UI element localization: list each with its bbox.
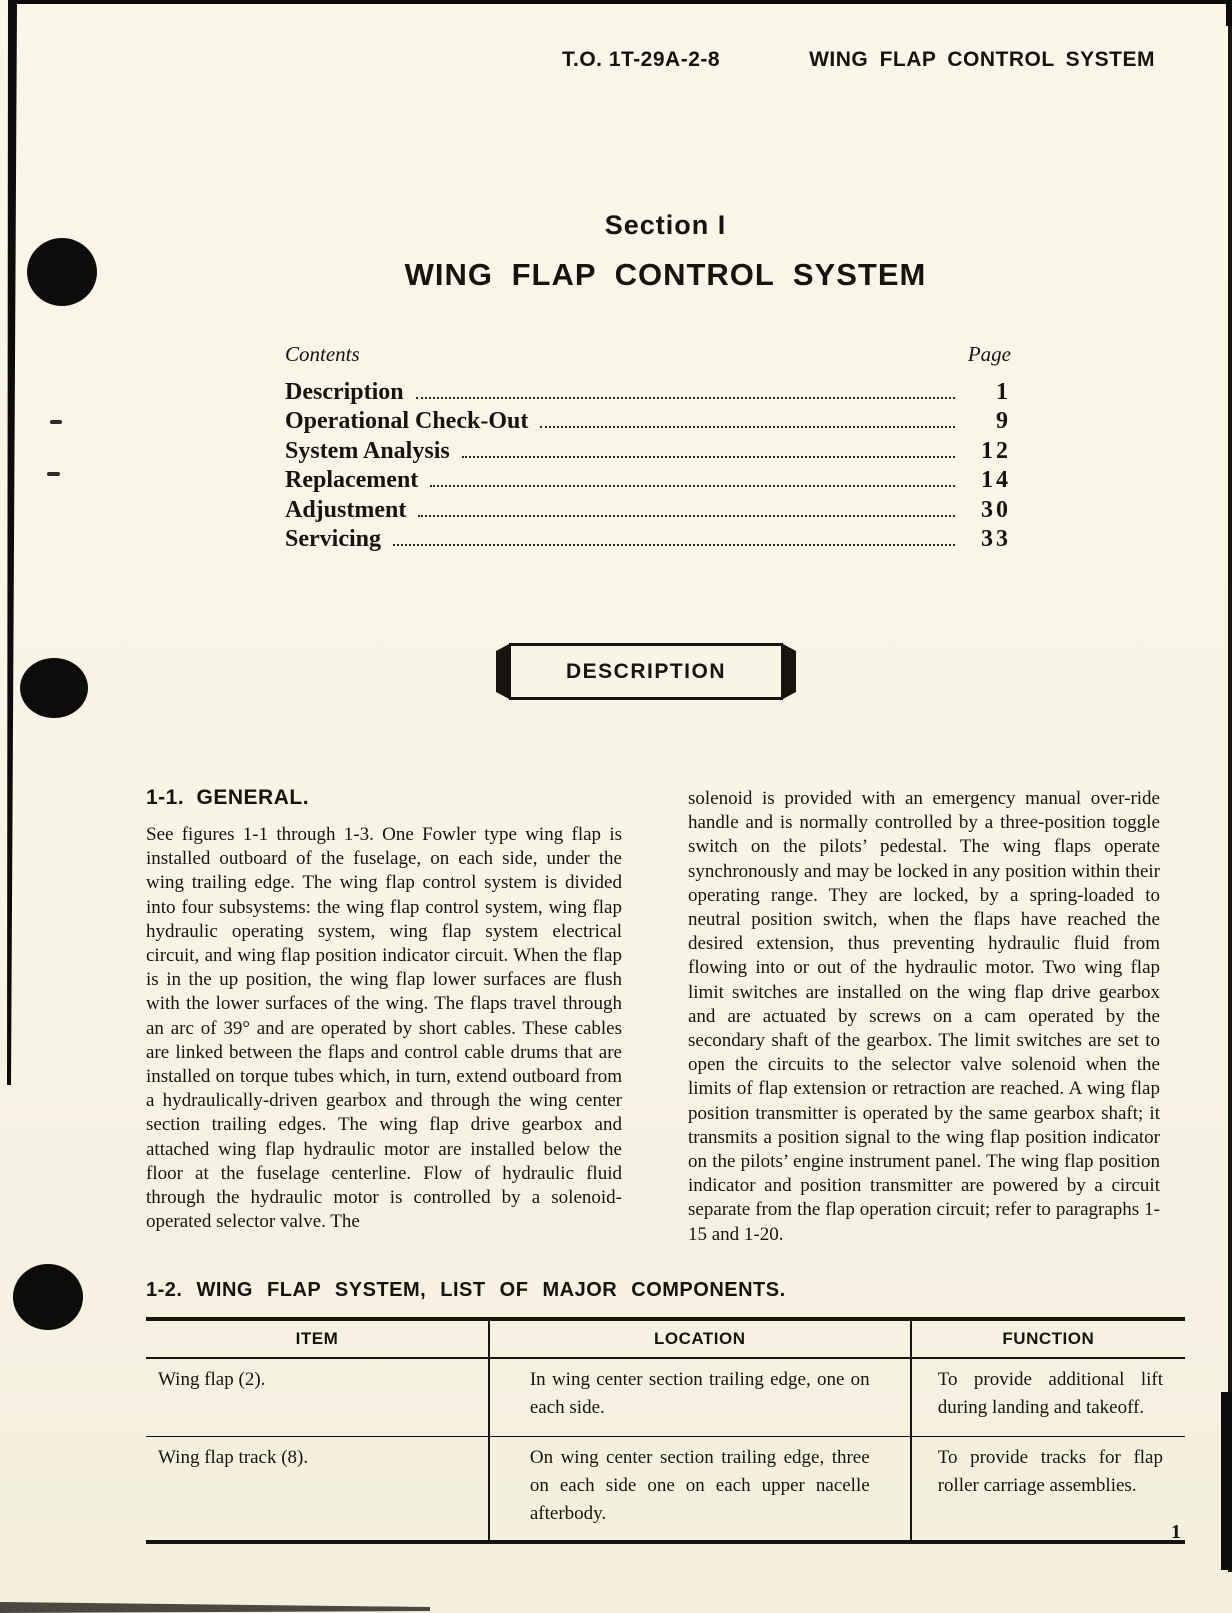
toc-entry-label: Replacement (285, 467, 419, 494)
toc-entry-page: 14 (981, 467, 1011, 494)
toc-entry-label: Servicing (285, 525, 381, 552)
dotted-leader (393, 544, 955, 546)
cell-location: In wing center section trailing edge, one on each side. (489, 1358, 911, 1437)
description-banner-label: DESCRIPTION (509, 643, 783, 700)
contents-heading: Contents (285, 342, 360, 366)
toc-entry-label: System Analysis (285, 437, 450, 464)
dotted-leader (430, 485, 955, 487)
paragraph-1-1-text-right: solenoid is provided with an emergency manual over-ride handle and is normally controlled by a three-position toggle switch on the pilots’ pedestal. The wing flaps operate synchronously and may be locked in any position within their operating range. They are locked, by a spring-loaded to neutral position switch, when the flaps have reached the desired extension, thus preventing hydraulic fluid from flowing into or out of the hydraulic motor. Two wing flap limit switches are installed on the wing flap drive gearbox and are actuated by screws on a cam operated by the secondary shaft of the gearbox. The limit switches are set to open the circuits to the selector valve solenoid when the limits of flap extension or retraction are reached. A wing flap position transmitter is operated by the same gearbox shaft; it transmits a position signal to the wing flap position indicator on the pilots’ engine instrument panel. The wing flap position indicator and position transmitter are powered by a circuit separate from the flap operation circuit; refer to paragraphs 1-15 and 1-20. (688, 788, 1160, 1245)
toc-entry-page: 1 (996, 379, 1011, 405)
toc-entry (285, 467, 1011, 496)
toc-entry (285, 379, 1011, 408)
scan-edge-right-bar (1221, 1392, 1232, 1570)
paragraph-1-2-heading: 1-2. WING FLAP SYSTEM, LIST OF MAJOR COMPONENTS. (146, 1279, 786, 1301)
toc-entry (285, 526, 1011, 555)
running-header-title: WING FLAP CONTROL SYSTEM (809, 48, 1155, 71)
scan-edge-left-bar (7, 0, 17, 1085)
toc-entry-label: Operational Check-Out (285, 408, 529, 435)
body-column-right (688, 787, 1160, 1247)
toc-entry-page: 9 (996, 408, 1011, 435)
dotted-leader (418, 515, 955, 517)
scan-edge-top (8, 0, 1232, 4)
cell-function: To provide tracks for flap roller carriage assemblies. (911, 1437, 1185, 1543)
toc-entry (285, 497, 1011, 526)
binder-hole-dot-2 (20, 658, 88, 718)
banner-end-bar-right (781, 643, 796, 700)
cell-function: To provide additional lift during landing and takeoff. (911, 1358, 1185, 1437)
binder-hole-dot-1 (27, 238, 97, 306)
page-number: 1 (1171, 1521, 1181, 1543)
dotted-leader (462, 456, 955, 458)
toc-entry-page: 33 (981, 525, 1011, 552)
dotted-leader (540, 426, 955, 428)
scan-edge-bottom-line (0, 1602, 430, 1613)
column-header-location: LOCATION (489, 1319, 911, 1358)
binder-hole-dot-3 (13, 1264, 83, 1330)
toc-entry-label: Adjustment (285, 496, 407, 523)
section-label: Section I (604, 210, 727, 240)
description-banner (496, 643, 796, 700)
paragraph-1-1-text-left: See figures 1-1 through 1-3. One Fowler type wing flap is installed outboard of the fuselage, on each side, under the wing trailing edge. The wing flap control system is divided into four subsystems: the wing flap control system, wing flap hydraulic operating system, wing flap system electrical circuit, and wing flap position indicator circuit. When the flap is in the up position, the wing flap lower surfaces are flush with the lower surfaces of the wing. The flaps travel through an arc of 39° and are operated by short cables. These cables are linked between the flaps and control cable drums that are installed on torque tubes which, in turn, extend outboard from a hydraulically-driven gearbox and through the wing center section trailing edges. The wing flap drive gearbox and attached wing flap hydraulic motor are installed below the floor at the fuselage centerline. Flow of hydraulic fluid through the hydraulic motor is controlled by a solenoid-operated selector valve. The (146, 824, 622, 1233)
column-header-function: FUNCTION (911, 1319, 1185, 1358)
cell-item: Wing flap track (8). (146, 1437, 489, 1543)
column-header-item: ITEM (146, 1319, 489, 1358)
toc-entry (285, 438, 1011, 467)
table-header-row (146, 1319, 1185, 1358)
toc-entry (285, 408, 1011, 437)
scan-edge-right-line (1228, 0, 1232, 1572)
toc-entry-page: 12 (981, 437, 1011, 464)
margin-dash-mark-1 (50, 420, 62, 424)
table-of-contents (285, 342, 1011, 555)
cell-location: On wing center section trailing edge, three on each side one on each upper nacelle afterbody. (489, 1437, 911, 1543)
margin-dash-mark-2 (47, 472, 60, 476)
contents-page-label: Page (967, 342, 1011, 366)
cell-item: Wing flap (2). (158, 1369, 266, 1390)
scan-corner-top-right (1226, 0, 1232, 26)
table-row (146, 1437, 1185, 1543)
section-title: WING FLAP CONTROL SYSTEM (404, 257, 927, 292)
major-components-table (146, 1317, 1185, 1544)
paragraph-1-1-heading: 1-1. GENERAL. (146, 786, 310, 809)
toc-entry-label: Description (285, 379, 404, 405)
technical-order-number: T.O. 1T-29A-2-8 (562, 48, 721, 71)
body-column-left (146, 786, 622, 1234)
toc-entry-page: 30 (981, 496, 1011, 523)
table-row (146, 1358, 1185, 1437)
dotted-leader (416, 397, 955, 399)
